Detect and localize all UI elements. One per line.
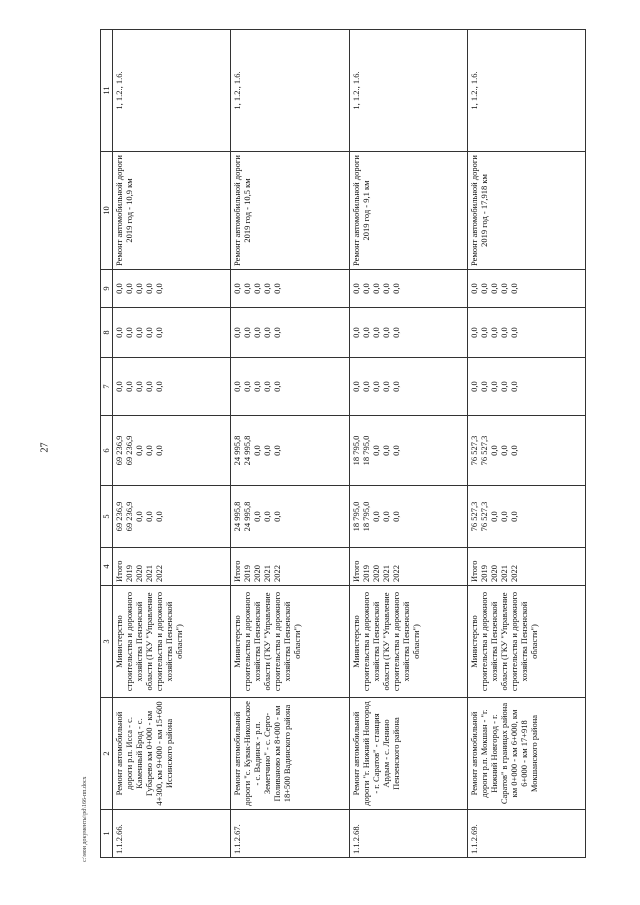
indicator-code: 1, 1.2., 1.6. [349,30,467,152]
col-header-8: 8 [101,308,113,358]
col5-values: 76 527,3 76 527,3 0,0 0,0 0,0 [467,486,585,548]
col5-values: 24 995,8 24 995,8 0,0 0,0 0,0 [231,486,349,548]
col-header-6: 6 [101,416,113,486]
road-name: Ремонт автомобильной дороги "с. Кувак-Никольское - с. Вадинск - р.п. Земетчино" - с. Серго-Поливаново км 8+000 - км 18+500 Вадинского района [231,698,349,810]
result: Ремонт автомобильной дороги 2019 год - 10,5 км [231,152,349,270]
table-row [113,30,231,858]
executor: Министерство строительства и дорожного хозяйства Пензенской области (ГКУ "Управление строительства и дорожного хозяйства Пензенской области") [231,586,349,698]
col-header-9: 9 [101,270,113,308]
years-cell: Итого 2019 2020 2021 2022 [231,548,349,586]
col-header-1: 1 [101,810,113,858]
road-name: Ремонт автомобильной дороги р.п. Мокшан - "г. Нижний Новгород - г. Саратов" в границах района км 0+000 - км 6+000, км 6+000 - км 17+918 Мокшанского района [467,698,585,810]
col8-values: 0,0 0,0 0,0 0,0 0,0 [349,308,467,358]
page-number: 27 [39,442,51,453]
col9-values: 0,0 0,0 0,0 0,0 0,0 [467,270,585,308]
col6-values: 18 795,0 18 795,0 0,0 0,0 0,0 [349,416,467,486]
col5-values: 69 236,9 69 236,9 0,0 0,0 0,0 [113,486,231,548]
result: Ремонт автомобильной дороги 2019 год - 17,918 км [467,152,585,270]
col7-values: 0,0 0,0 0,0 0,0 0,0 [349,358,467,416]
indicator-code: 1, 1.2., 1.6. [467,30,585,152]
col5-values: 18 795,0 18 795,0 0,0 0,0 0,0 [349,486,467,548]
executor: Министерство строительства и дорожного хозяйства Пензенской области (ГКУ "Управление строительства и дорожного хозяйства Пензенской области") [467,586,585,698]
row-id: 1.1.2.69. [467,810,585,858]
col-header-2: 2 [101,698,113,810]
col7-values: 0,0 0,0 0,0 0,0 0,0 [231,358,349,416]
rotated-table-container [100,30,586,858]
result: Ремонт автомобильной дороги 2019 год - 9,1 км [349,152,467,270]
col-header-4: 4 [101,548,113,586]
col7-values: 0,0 0,0 0,0 0,0 0,0 [113,358,231,416]
col9-values: 0,0 0,0 0,0 0,0 0,0 [349,270,467,308]
indicator-code: 1, 1.2., 1.6. [113,30,231,152]
col8-values: 0,0 0,0 0,0 0,0 0,0 [467,308,585,358]
executor: Министерство строительства и дорожного хозяйства Пензенской области (ГКУ "Управление строительства и дорожного хозяйства Пензенской области") [113,586,231,698]
indicator-code: 1, 1.2., 1.6. [231,30,349,152]
road-name: Ремонт автомобильной дороги р.п. Исса - с. Каменный Брод - с. Губарево км 0+000 - км 4+300, км 9+000 - км 15+600 Иссинского района [113,698,231,810]
row-id: 1.1.2.67. [231,810,349,858]
row-id: 1.1.2.68. [349,810,467,858]
col-header-5: 5 [101,486,113,548]
col-header-7: 7 [101,358,113,416]
program-table [100,29,586,858]
result: Ремонт автомобильной дороги 2019 год - 10,9 км [113,152,231,270]
years-cell: Итого 2019 2020 2021 2022 [113,548,231,586]
col7-values: 0,0 0,0 0,0 0,0 0,0 [467,358,585,416]
row-id: 1.1.2.66. [113,810,231,858]
col6-values: 24 995,8 24 995,8 0,0 0,0 0,0 [231,416,349,486]
col-header-11: 11 [101,30,113,152]
years-cell: Итого 2019 2020 2021 2022 [349,548,467,586]
years-cell: Итого 2019 2020 2021 2022 [467,548,585,586]
col-header-10: 10 [101,152,113,270]
executor: Министерство строительства и дорожного хозяйства Пензенской области (ГКУ "Управление строительства и дорожного хозяйства Пензенской области") [349,586,467,698]
col8-values: 0,0 0,0 0,0 0,0 0,0 [113,308,231,358]
col6-values: 69 236,9 69 236,9 0,0 0,0 0,0 [113,416,231,486]
table-row [349,30,467,858]
road-name: Ремонт автомобильной дороги "г. Нижний Новгород - г. Саратов" - станция Ардым - с. Ленино Пензенского района [349,698,467,810]
table-row [467,30,585,858]
col6-values: 76 527,3 76 527,3 0,0 0,0 0,0 [467,416,585,486]
col9-values: 0,0 0,0 0,0 0,0 0,0 [113,270,231,308]
col-header-3: 3 [101,586,113,698]
col8-values: 0,0 0,0 0,0 0,0 0,0 [231,308,349,358]
col9-values: 0,0 0,0 0,0 0,0 0,0 [231,270,349,308]
file-path-footer: c:\мои документы\pd\166-пп.docx [82,776,88,862]
table-row [231,30,349,858]
header-row [101,30,113,858]
